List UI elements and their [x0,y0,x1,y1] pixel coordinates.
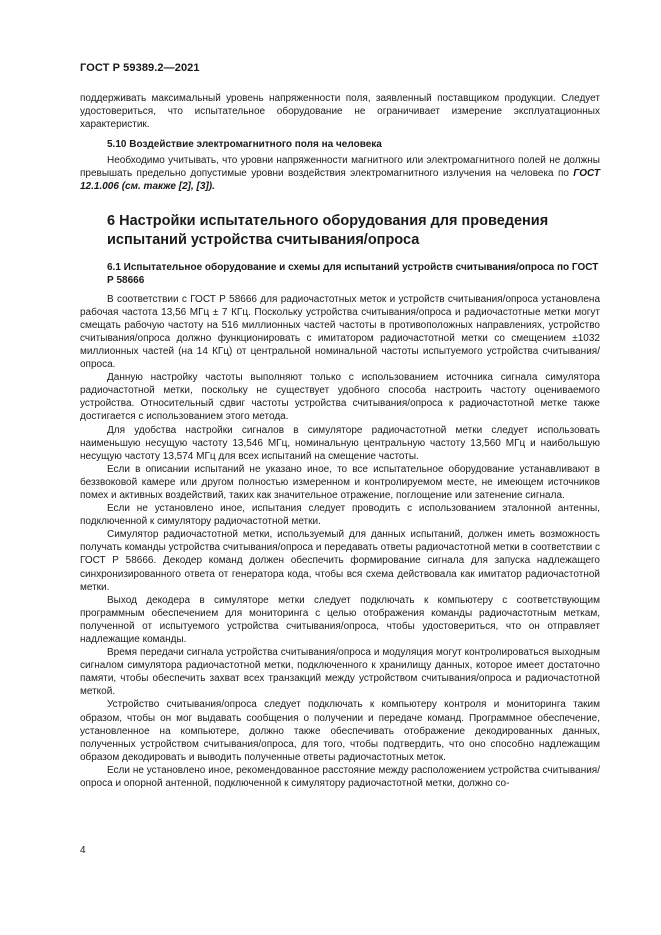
paragraph: Симулятор радиочастотной метки, используемый для данных испытаний, должен иметь возможность получать команды устройства считывания/опроса и передавать ответы радиочастотной метки в соответствии с ГОСТ Р 58666. Декодер команд должен обеспечить формирование сигнала для запуска надлежащего синхронизированного ответа от генератора кода, чтобы вся схема действовала как имитатор радиочастотной метки. [80,529,600,593]
page-number: 4 [80,845,86,856]
document-body [80,92,600,790]
intro-paragraph: поддерживать максимальный уровень напряженности поля, заявленный поставщиком продукции. Следует удостовериться, что испытательное оборудование не ограничивает измерение эксплуатационных характеристик. [80,93,600,131]
section-5-10-title: 5.10 Воздействие электромагнитного поля на человека [107,139,382,151]
paragraph: В соответствии с ГОСТ Р 58666 для радиочастотных меток и устройств считывания/опроса установлена рабочая частота 13,56 МГц ± 7 КГц. Поскольку устройства считывания/опроса и радиочастотные метки могут смещать рабочую частоту на 516 миллионных частей частоты в противоположных направлениях, устройство считывания/опроса должно функционировать с имитатором радиочастотной метки со смещением ±1032 миллионных частей (на 14 КГц) от центральной номинальной частоты испытуемого устройства считывания/опроса. [80,293,600,371]
paragraph: Если не установлено иное, рекомендованное расстояние между расположением устройства считывания/опроса и опорной антенной, подключенной к симулятору радиочастотной метки, должно со- [80,764,600,790]
paragraph: Для удобства настройки сигналов в симуляторе радиочастотной метки следует использовать наименьшую несущую частоту 13,546 МГц, номинальную центральную частоту 13,560 МГц и наибольшую несущую частоту 13,574 МГц для всех испытаний на смещение частоты. [80,424,600,462]
paragraph: Если не установлено иное, испытания следует проводить с использованием эталонной антенны, подключенной к симулятору радиочастотной метки. [80,503,600,528]
paragraph: Выход декодера в симуляторе метки следует подключать к компьютеру с соответствующим программным обеспечением для мониторинга с целью отображения команды радиочастотным меткам, полученной от испытуемого устройства считывания/опроса, чтобы удостовериться, что он отправляет надлежащие команды. [80,594,600,645]
section-5-10-paragraph [80,154,600,193]
document-id-header: ГОСТ Р 59389.2—2021 [80,62,200,74]
paragraph: Время передачи сигнала устройства считывания/опроса и модуляция могут контролироваться выходным сигналом симулятора радиочастотной метки, подключенного к хранилищу данных, которое имеет достаточно памяти, чтобы обеспечить захват всех транзакций между устройством считывания/опроса и радиочастотной меткой. [80,647,600,698]
section-6-title: 6 Настройки испытательного оборудования для проведения испытаний устройства считывания/опроса [107,212,549,248]
standard-reference: ГОСТ 12.1.006 (см. также [2], [3]). [80,168,600,193]
paragraph: Устройство считывания/опроса следует подключать к компьютеру контроля и мониторинга таким образом, чтобы он мог выдавать сообщения о получении и передаче команд. Программное обеспечение, установленное на компьютере, должно также обеспечивать отображение декодированных данных, полученных устройством считывания/опроса, для того, чтобы подтвердить, что оно способно надлежащим образом декодировать и выводить полученные ответы радиочастотных меток. [80,699,600,763]
section-6-1-title: 6.1 Испытательное оборудование и схемы для испытаний устройств считывания/опроса по ГОСТ Р 58666 [107,261,599,286]
paragraph: Данную настройку частоты выполняют только с использованием источника сигнала симулятора радиочастотной метки, поскольку не существует удобного способа настроить частоту оцениваемого устройства. Относительный сдвиг частоты устройства считывания/опроса к радиочастотной метке также достигается с использованием этого метода. [80,372,600,423]
paragraph: Если в описании испытаний не указано иное, то все испытательное оборудование устанавливают в беззвоковой камере или другом полностью измеренном и контролируемом месте, не имеющем источников помех и активных воздействий, таких как значительное отражение, поглощение или затенение сигнала. [80,463,600,501]
section-5-10-text: Необходимо учитывать, что уровни напряженности магнитного или электромагнитного полей не должны превышать предельно допустимые уровни воздействия электромагнитного излучения на человека по [80,155,600,180]
